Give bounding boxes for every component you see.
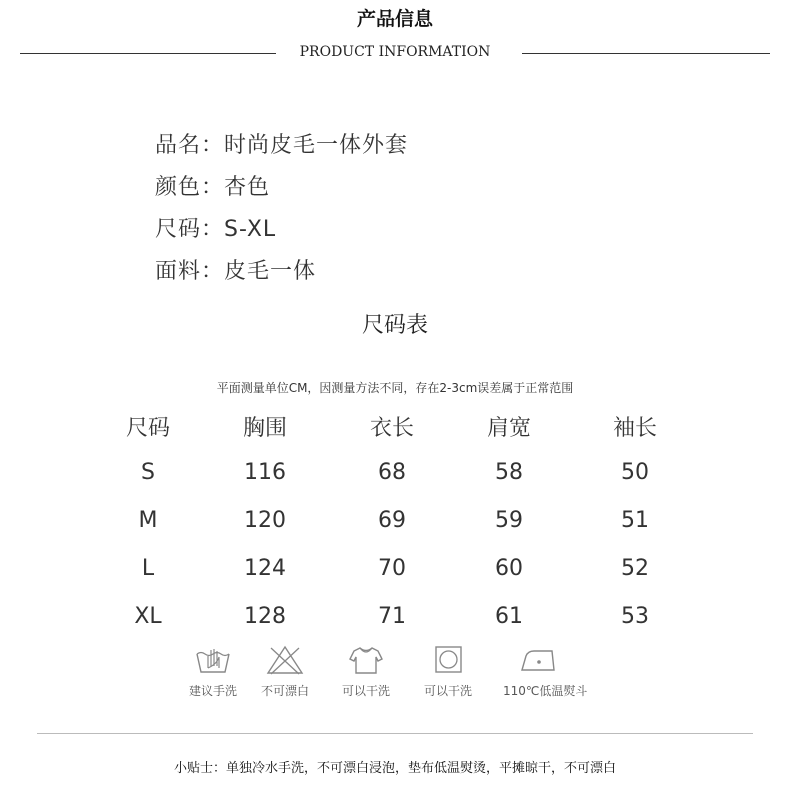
- size-chart-note: 平面测量单位CM，因测量方法不同，存在2-3cm误差属于正常范围: [216, 381, 574, 395]
- care-item-no-bleach: [250, 644, 320, 699]
- table-cell: 70: [378, 556, 406, 581]
- info-label: 品名：: [155, 133, 225, 158]
- care-item-dry-clean: [331, 644, 401, 699]
- table-cell: 71: [378, 604, 406, 629]
- care-label: 可以干洗: [423, 684, 472, 698]
- footer-divider: [37, 733, 753, 734]
- info-value: 杏色: [224, 175, 271, 200]
- column-header-chest: 胸围: [242, 416, 287, 441]
- table-cell: 50: [621, 460, 649, 485]
- care-label: 不可漂白: [260, 684, 309, 698]
- table-cell: 61: [495, 604, 523, 629]
- table-cell: 58: [495, 460, 523, 485]
- info-value: S-XL: [224, 217, 277, 242]
- care-item-iron: [503, 644, 588, 699]
- table-cell: 68: [378, 460, 406, 485]
- iron-low-icon: [516, 644, 560, 676]
- care-item-tumble-dry: [413, 644, 483, 699]
- table-cell: 120: [244, 508, 286, 533]
- page-title: 产品信息: [356, 8, 433, 30]
- care-item-hand-wash: [178, 644, 248, 699]
- title-divider-right: [522, 53, 770, 54]
- care-label: 可以干洗: [341, 684, 390, 698]
- hand-wash-icon: [193, 644, 233, 676]
- care-tip: 小贴士：单独冷水手洗，不可漂白浸泡，垫布低温熨烫，平摊晾干，不可漂白: [173, 761, 616, 776]
- care-label: 建议手洗: [188, 684, 237, 698]
- table-cell: 116: [244, 460, 286, 485]
- dry-clean-shirt-icon: [346, 644, 386, 676]
- table-cell: 51: [621, 508, 649, 533]
- table-cell: 52: [621, 556, 649, 581]
- info-label: 尺码：: [155, 217, 225, 242]
- info-value: 时尚皮毛一体外套: [224, 133, 409, 158]
- info-row-name: [155, 128, 408, 159]
- table-cell: 128: [244, 604, 286, 629]
- column-header-size: 尺码: [125, 416, 170, 441]
- table-cell: XL: [134, 604, 162, 629]
- column-header-shoulder: 肩宽: [486, 416, 531, 441]
- table-cell: 59: [495, 508, 523, 533]
- table-cell: 60: [495, 556, 523, 581]
- table-cell: 69: [378, 508, 406, 533]
- info-row-color: [155, 170, 270, 201]
- info-label: 颜色：: [155, 175, 225, 200]
- tumble-dry-icon: [428, 644, 468, 676]
- column-header-sleeve: 袖长: [612, 416, 657, 441]
- table-cell: 124: [244, 556, 286, 581]
- size-chart-title: 尺码表: [361, 313, 428, 338]
- table-cell: M: [138, 508, 158, 533]
- table-cell: 53: [621, 604, 649, 629]
- info-value: 皮毛一体: [224, 259, 317, 284]
- info-row-size: [155, 212, 276, 243]
- info-label: 面料：: [155, 259, 225, 284]
- table-cell: S: [141, 460, 155, 485]
- page-subtitle: PRODUCT INFORMATION: [299, 44, 491, 60]
- care-label: 110℃低温熨斗: [503, 684, 588, 698]
- column-header-length: 衣长: [369, 416, 414, 441]
- no-bleach-icon: [265, 644, 305, 676]
- table-cell: L: [141, 556, 155, 581]
- info-row-fabric: [155, 254, 316, 285]
